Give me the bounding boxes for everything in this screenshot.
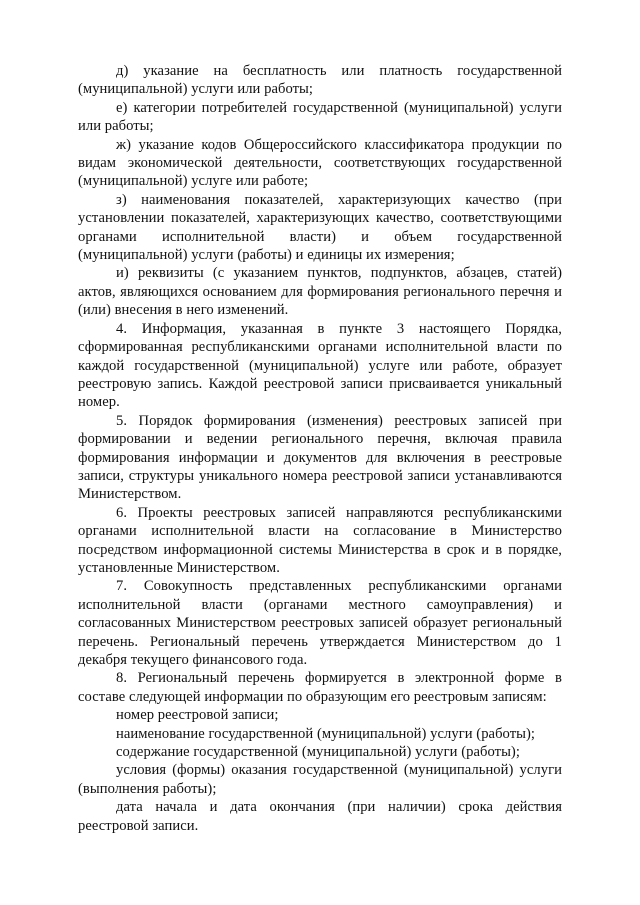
list-item-service-name: наименование государственной (муниципальной) услуги (работы); xyxy=(116,725,536,742)
list-item-validity-dates: дата начала и дата окончания (при наличии) срока действия реестровой записи. xyxy=(78,799,562,834)
paragraph-4: 4. Информация, указанная в пункте 3 настоящего Порядка, сформированная республиканскими органами исполнительной власти по каждой государственной (муниципальной) услуге или работе, образует реестровую запись. Каждой реестровой записи присваивается уникальный номер. xyxy=(78,320,562,411)
paragraph-e: е) категории потребителей государственной (муниципальной) услуги или работы; xyxy=(78,99,562,135)
list-item-service-content: содержание государственной (муниципальной) услуги (работы); xyxy=(116,744,520,761)
paragraph-zh: ж) указание кодов Общероссийского классификатора продукции по видам экономической деятельности, соответствующих государственной (муниципальной) услуге или работе; xyxy=(78,136,562,190)
list-item-service-conditions: условия (формы) оказания государственной (муниципальной) услуги (выполнения работы); xyxy=(78,762,562,797)
paragraph-d: д) указание на бесплатность или платность государственной (муниципальной) услуги или работы; xyxy=(78,63,562,98)
paragraph-6: 6. Проекты реестровых записей направляются республиканскими органами исполнительной власти на согласование в Министерство посредством информационной системы Министерства в срок и в порядке, установленные Министерством. xyxy=(78,504,562,576)
paragraph-5: 5. Порядок формирования (изменения) реестровых записей при формировании и ведении регионального перечня, включая правила формирования информации и документов для включения в реестровые записи, структуры уникального номера реестровой записи устанавливаются Министерством. xyxy=(78,412,562,503)
list-item-registry-number: номер реестровой записи; xyxy=(116,707,279,724)
paragraph-8: 8. Региональный перечень формируется в электронной форме в составе следующей информации по образующим его реестровым записям: xyxy=(78,670,562,705)
paragraph-i: и) реквизиты (с указанием пунктов, подпунктов, абзацев, статей) актов, являющихся основанием для формирования регионального перечня и (или) внесения в него изменений. xyxy=(78,265,562,319)
paragraph-z: з) наименования показателей, характеризующих качество (при установлении показателей, характеризующих качество, соответствующими органами исполнительной власти) и объем государственной (муниципальной) услуги (работы) и единицы их измерения; xyxy=(78,191,562,264)
paragraph-7: 7. Совокупность представленных республиканскими органами исполнительной власти (органами местного самоуправления) и согласованных Министерством реестровых записей образует региональный перечень. Региональный перечень утверждается Министерством до 1 декабря текущего финансового года. xyxy=(78,578,562,668)
